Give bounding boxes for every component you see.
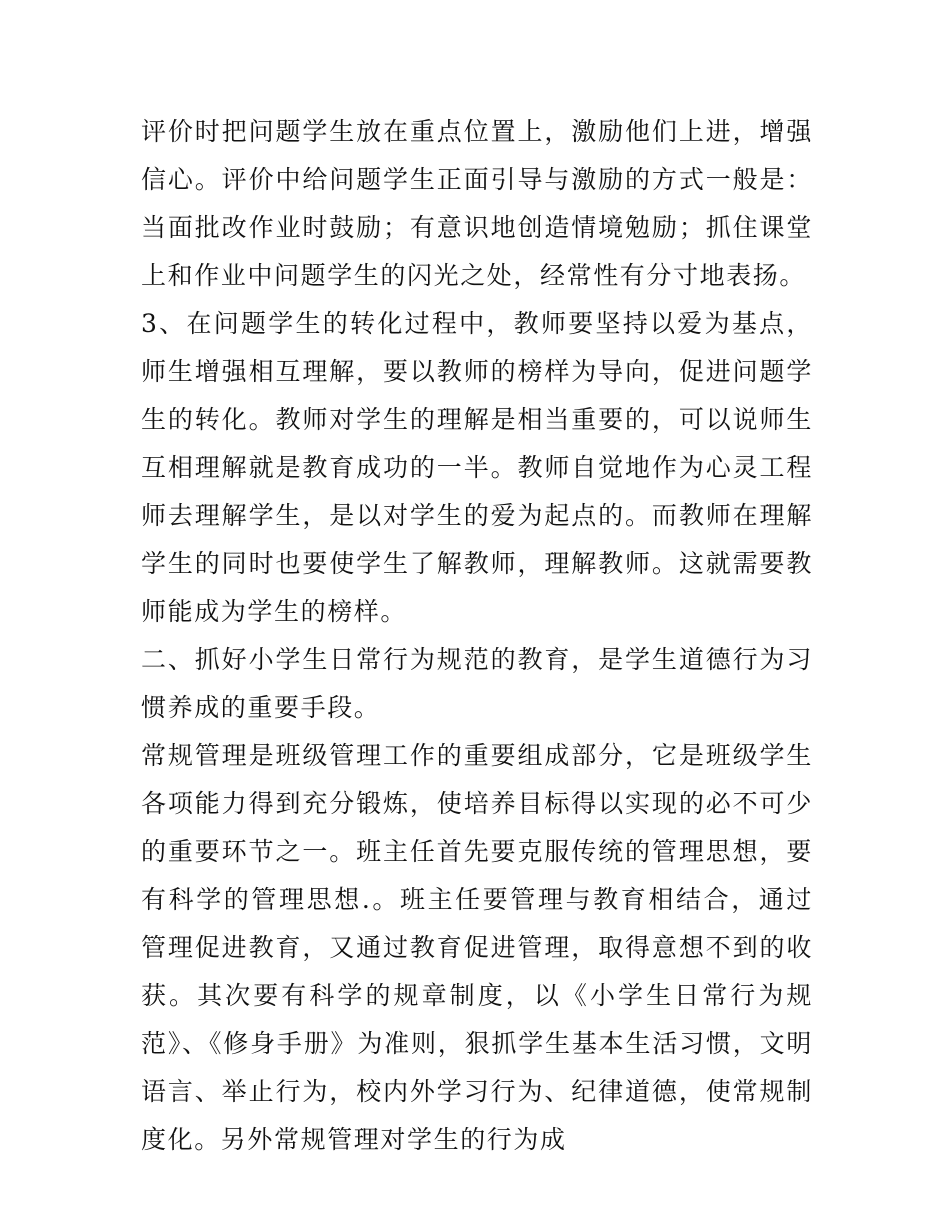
paragraph-routine-management: 常规管理是班级管理工作的重要组成部分，它是班级学生各项能力得到充分锻炼，使培养目标得以实现的必不可少的重要环节之一。班主任首先要克服传统的管理思想，要有科学的管理思想.。班主任要管理与教育相结合，通过管理促进教育，又通过教育促进管理，取得意想不到的收获。其次要有科学的规章制度，以《小学生日常行为规范》、《修身手册》为准则，狠抓学生基本生活习惯，文明语言、举止行为，校内外学习行为、纪律道德，使常规制度化。另外常规管理对学生的行为成 — [141, 741, 813, 1154]
paragraph-evaluation: 评价时把问题学生放在重点位置上，激励他们上进，增强信心。评价中给问题学生正面引导与激励的方式一般是：当面批改作业时鼓励；有意识地创造情境勉励；抓住课堂上和作业中问题学生的闪光之处，经常性有分寸地表扬。 — [141, 117, 813, 290]
paragraph-point-3: 3、在问题学生的转化过程中，教师要坚持以爱为基点，师生增强相互理解，要以教师的榜样为导向，促进问题学生的转化。教师对学生的理解是相当重要的，可以说师生互相理解就是教育成功的一半。教师自觉地作为心灵工程师去理解学生，是以对学生的爱为起点的。而教师在理解学生的同时也要使学生了解教师，理解教师。这就需要教师能成为学生的榜样。 — [141, 309, 813, 626]
section-heading-2: 二、抓好小学生日常行为规范的教育，是学生道德行为习惯养成的重要手段。 — [141, 645, 813, 722]
document-body — [141, 108, 813, 1164]
